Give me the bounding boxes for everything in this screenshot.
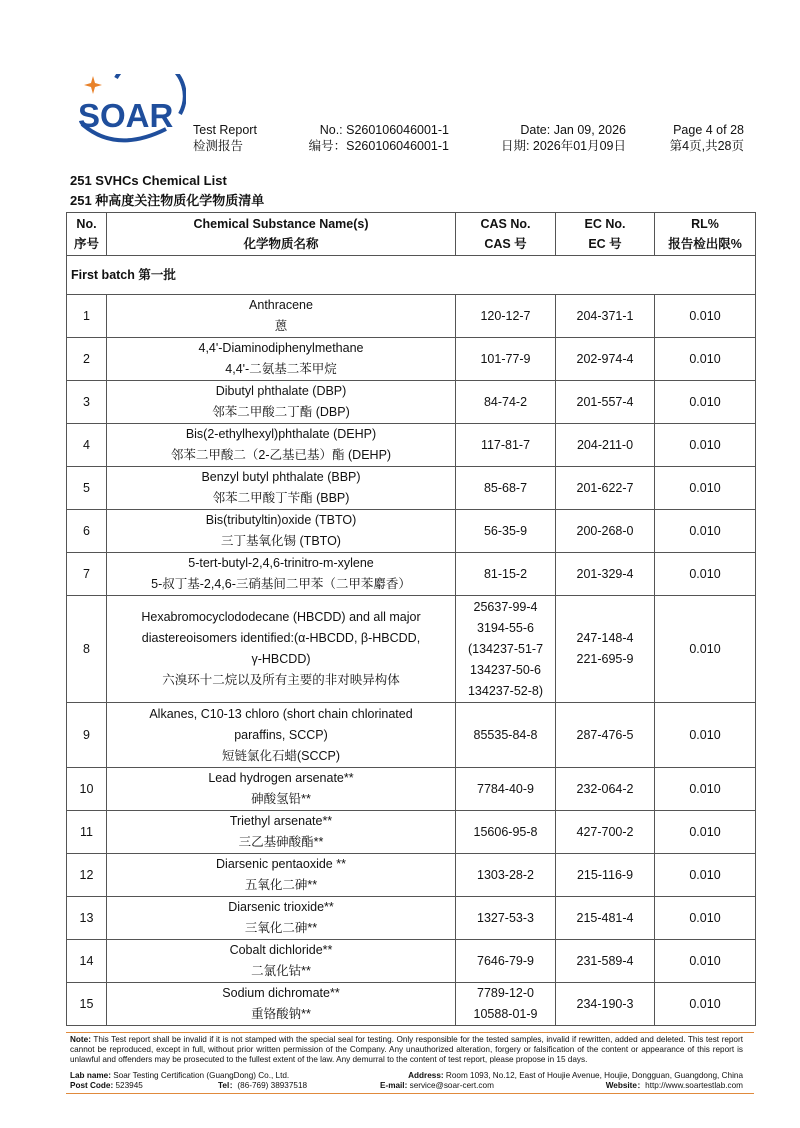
cas-number-line: 85-68-7 bbox=[483, 480, 528, 495]
row-number: 4 bbox=[67, 424, 107, 467]
list-title-en: 251 SVHCs Chemical List bbox=[70, 173, 227, 188]
report-date: Date: Jan 09, 2026 日期: 2026年01月09日 bbox=[500, 123, 626, 153]
row-number: 13 bbox=[67, 897, 107, 940]
table-row bbox=[67, 553, 756, 596]
ec-number bbox=[556, 295, 655, 338]
row-number: 3 bbox=[67, 381, 107, 424]
substance-name-line: Hexabromocyclododecane (HBCDD) and all major bbox=[141, 610, 421, 624]
row-number: 1 bbox=[67, 295, 107, 338]
footer-divider-bottom bbox=[66, 1093, 754, 1094]
address: Address: Room 1093, No.12, East of Houjie Avenue, Houjie, Dongguan, Guangdong, China bbox=[408, 1071, 743, 1080]
substance-name-line: 5-叔丁基-2,4,6-三硝基间二甲苯（二甲苯麝香） bbox=[151, 577, 411, 591]
ec-number-line: 232-064-2 bbox=[576, 781, 634, 796]
ec-number bbox=[556, 983, 655, 1026]
substance-name bbox=[107, 467, 456, 510]
row-number: 12 bbox=[67, 854, 107, 897]
cas-number-line: 134237-52-8) bbox=[467, 683, 544, 698]
reporting-limit: 0.010 bbox=[655, 295, 756, 338]
header-text: No. bbox=[76, 217, 97, 231]
substance-name bbox=[107, 553, 456, 596]
header-text: CAS No. bbox=[480, 217, 531, 231]
cas-number-line: 56-35-9 bbox=[483, 523, 528, 538]
header-text: EC 号 bbox=[588, 237, 622, 251]
substance-name-line: paraffins, SCCP) bbox=[234, 727, 328, 742]
row-number: 11 bbox=[67, 811, 107, 854]
substance-name-line: Benzyl butyl phthalate (BBP) bbox=[201, 470, 361, 484]
column-header bbox=[67, 213, 107, 256]
substance-name-line: 三丁基氧化锡 (TBTO) bbox=[221, 534, 341, 548]
substance-name-line: 二氯化钴** bbox=[251, 964, 311, 978]
header-text: EC No. bbox=[584, 217, 626, 231]
footer-note: Note: This Test report shall be invalid if it is not stamped with the special seal for testing. Only responsible for the tested samples, invalid if rewritten, added and deleted. This test report cannot be reproduced, except in full, without prior written permission of the Company. Any unauthorized alteration, forgery or falsification of the content or appearance of this report is unlawful and offenders may be prosecuted to the fullest extent of the law. Any demurral to the content of test report, please propose in 15 days. bbox=[70, 1035, 743, 1064]
row-number: 8 bbox=[67, 596, 107, 703]
substance-name bbox=[107, 940, 456, 983]
substance-name-line: Lead hydrogen arsenate** bbox=[208, 771, 354, 785]
cas-number bbox=[456, 596, 556, 703]
footer-contact bbox=[70, 1071, 743, 1091]
cas-number bbox=[456, 338, 556, 381]
cas-number bbox=[456, 940, 556, 983]
cas-number-line: 7784-40-9 bbox=[477, 781, 534, 796]
reporting-limit: 0.010 bbox=[655, 768, 756, 811]
substance-name bbox=[107, 768, 456, 811]
report-number: No.: S260106046001-1 编号：S260106046001-1 bbox=[308, 123, 449, 153]
ec-number-line: 287-476-5 bbox=[576, 727, 634, 742]
batch-row bbox=[67, 256, 756, 295]
table-row bbox=[67, 510, 756, 553]
ec-number bbox=[556, 338, 655, 381]
substance-name-line: Dibutyl phthalate (DBP) bbox=[215, 384, 347, 398]
substance-name-line: Bis(tributyltin)oxide (TBTO) bbox=[205, 513, 357, 527]
cas-number bbox=[456, 983, 556, 1026]
ec-number bbox=[556, 940, 655, 983]
email: E-mail: service@soar-cert.com bbox=[380, 1081, 494, 1090]
reporting-limit: 0.010 bbox=[655, 897, 756, 940]
ec-number-line: 202-974-4 bbox=[576, 351, 634, 366]
substance-name-line: 六溴环十二烷以及所有主要的非对映异构体 bbox=[162, 673, 400, 687]
cas-number-line: 117-81-7 bbox=[480, 437, 531, 452]
ec-number bbox=[556, 381, 655, 424]
substance-name-line: 邻苯二甲酸二丁酯 (DBP) bbox=[212, 405, 350, 419]
table-row bbox=[67, 940, 756, 983]
substance-name-line: Triethyl arsenate** bbox=[229, 814, 333, 828]
cas-number-line: 120-12-7 bbox=[480, 308, 531, 323]
substance-name-line: diastereoisomers identified:(α-HBCDD, β-HBCDD, bbox=[141, 631, 421, 645]
ec-number-line: 204-211-0 bbox=[576, 437, 634, 452]
column-header bbox=[655, 213, 756, 256]
substance-name-line: Sodium dichromate** bbox=[222, 986, 340, 1000]
table-row bbox=[67, 295, 756, 338]
cas-number bbox=[456, 897, 556, 940]
substance-name-line: 三氧化二砷** bbox=[244, 921, 318, 935]
ec-number-line: 231-589-4 bbox=[576, 953, 634, 968]
svg-text:SOAR: SOAR bbox=[78, 97, 174, 134]
cas-number bbox=[456, 811, 556, 854]
column-header bbox=[556, 213, 655, 256]
batch-label: First batch 第一批 bbox=[67, 256, 756, 295]
soar-logo bbox=[76, 74, 186, 144]
reporting-limit: 0.010 bbox=[655, 553, 756, 596]
table-row bbox=[67, 338, 756, 381]
substance-name-line: 重铬酸钠** bbox=[251, 1007, 311, 1021]
ec-number-line: 234-190-3 bbox=[576, 996, 634, 1011]
ec-number-line: 247-148-4 bbox=[576, 631, 634, 645]
cas-number-line: (134237-51-7 bbox=[467, 641, 544, 656]
cas-number bbox=[456, 424, 556, 467]
substance-name-line: Diarsenic pentaoxide ** bbox=[216, 857, 346, 871]
substance-name bbox=[107, 424, 456, 467]
row-number: 7 bbox=[67, 553, 107, 596]
header-text: 报告检出限% bbox=[668, 237, 742, 251]
ec-number bbox=[556, 467, 655, 510]
cas-number bbox=[456, 295, 556, 338]
column-header bbox=[456, 213, 556, 256]
reporting-limit: 0.010 bbox=[655, 338, 756, 381]
ec-number-line: 427-700-2 bbox=[576, 824, 634, 839]
cas-number-line: 15606-95-8 bbox=[473, 824, 538, 839]
row-number: 9 bbox=[67, 703, 107, 768]
cas-number-line: 7646-79-9 bbox=[477, 953, 534, 968]
cas-number-line: 85535-84-8 bbox=[473, 727, 538, 742]
substance-name-line: 4,4'-二氨基二苯甲烷 bbox=[225, 362, 337, 376]
substance-name-line: 短链氯化石蜡(SCCP) bbox=[221, 748, 341, 763]
substance-name-line: Alkanes, C10-13 chloro (short chain chlorinated bbox=[149, 706, 413, 721]
lab-name: Lab name: Soar Testing Certification (GuangDong) Co., Ltd. bbox=[70, 1071, 290, 1080]
ec-number-line: 221-695-9 bbox=[576, 652, 634, 666]
header-row bbox=[67, 213, 756, 256]
cas-number-line: 134237-50-6 bbox=[470, 662, 541, 677]
ec-number bbox=[556, 897, 655, 940]
reporting-limit: 0.010 bbox=[655, 467, 756, 510]
ec-number-line: 201-622-7 bbox=[576, 480, 634, 495]
substance-name bbox=[107, 510, 456, 553]
column-header bbox=[107, 213, 456, 256]
telephone: Tel：(86-769) 38937518 bbox=[218, 1081, 308, 1090]
substance-name bbox=[107, 703, 456, 768]
substance-name-line: Bis(2-ethylhexyl)phthalate (DEHP) bbox=[185, 427, 377, 441]
ec-number bbox=[556, 424, 655, 467]
substance-name-line: 5-tert-butyl-2,4,6-trinitro-m-xylene bbox=[188, 556, 374, 570]
reporting-limit: 0.010 bbox=[655, 703, 756, 768]
reporting-limit: 0.010 bbox=[655, 811, 756, 854]
reporting-limit: 0.010 bbox=[655, 510, 756, 553]
header-text: CAS 号 bbox=[484, 237, 527, 251]
cas-number-line: 25637-99-4 bbox=[473, 599, 538, 614]
substance-name bbox=[107, 897, 456, 940]
cas-number-line: 1327-53-3 bbox=[477, 910, 534, 925]
cas-number-line: 7789-12-0 bbox=[477, 986, 534, 1000]
substance-name bbox=[107, 381, 456, 424]
cas-number bbox=[456, 768, 556, 811]
cas-number bbox=[456, 553, 556, 596]
reporting-limit: 0.010 bbox=[655, 940, 756, 983]
ec-number-line: 201-329-4 bbox=[576, 566, 634, 581]
ec-number bbox=[556, 703, 655, 768]
substance-name-line: 砷酸氢铅** bbox=[251, 792, 311, 806]
ec-number bbox=[556, 596, 655, 703]
substance-name-line: Diarsenic trioxide** bbox=[228, 900, 334, 914]
ec-number-line: 215-481-4 bbox=[576, 910, 634, 925]
ec-number bbox=[556, 510, 655, 553]
substance-name-line: 邻苯二甲酸丁苄酯 (BBP) bbox=[212, 491, 350, 505]
cas-number bbox=[456, 703, 556, 768]
substance-name bbox=[107, 338, 456, 381]
header-text: 化学物质名称 bbox=[243, 237, 319, 251]
reporting-limit: 0.010 bbox=[655, 983, 756, 1026]
substance-name-line: 蒽 bbox=[274, 319, 288, 333]
substance-name-line: 三乙基砷酸酯** bbox=[238, 835, 324, 849]
substance-name-line: 五氧化二砷** bbox=[244, 878, 318, 892]
row-number: 6 bbox=[67, 510, 107, 553]
ec-number bbox=[556, 768, 655, 811]
cas-number-line: 3194-55-6 bbox=[477, 620, 534, 635]
table-row bbox=[67, 983, 756, 1026]
cas-number bbox=[456, 510, 556, 553]
substance-name-line: γ-HBCDD) bbox=[251, 652, 311, 666]
ec-number-line: 200-268-0 bbox=[576, 523, 634, 538]
row-number: 15 bbox=[67, 983, 107, 1026]
reporting-limit: 0.010 bbox=[655, 381, 756, 424]
cas-number bbox=[456, 467, 556, 510]
substance-name-line: Cobalt dichloride** bbox=[229, 943, 333, 957]
ec-number bbox=[556, 553, 655, 596]
cas-number bbox=[456, 854, 556, 897]
row-number: 10 bbox=[67, 768, 107, 811]
ec-number bbox=[556, 854, 655, 897]
cas-number-line: 84-74-2 bbox=[483, 394, 528, 409]
substance-name bbox=[107, 295, 456, 338]
table-row bbox=[67, 811, 756, 854]
table-row bbox=[67, 467, 756, 510]
substance-name-line: 4,4'-Diaminodiphenylmethane bbox=[198, 341, 364, 355]
substance-name bbox=[107, 983, 456, 1026]
header-text: 序号 bbox=[73, 237, 99, 251]
post-code: Post Code: 523945 bbox=[70, 1081, 143, 1090]
reporting-limit: 0.010 bbox=[655, 854, 756, 897]
ec-number-line: 204-371-1 bbox=[576, 308, 634, 323]
reporting-limit: 0.010 bbox=[655, 424, 756, 467]
footer-divider bbox=[66, 1032, 754, 1033]
cas-number-line: 1303-28-2 bbox=[477, 867, 534, 882]
cas-number-line: 81-15-2 bbox=[483, 566, 528, 581]
header-text: Chemical Substance Name(s) bbox=[193, 217, 369, 231]
ec-number-line: 201-557-4 bbox=[576, 394, 634, 409]
cas-number-line: 10588-01-9 bbox=[473, 1007, 538, 1021]
table-row bbox=[67, 703, 756, 768]
cas-number-line: 101-77-9 bbox=[480, 351, 531, 366]
website: Website：http://www.soartestlab.com bbox=[605, 1081, 743, 1090]
cas-number bbox=[456, 381, 556, 424]
list-title-cn: 251 种高度关注物质化学物质清单 bbox=[70, 193, 265, 208]
table-row bbox=[67, 596, 756, 703]
table-row bbox=[67, 854, 756, 897]
row-number: 2 bbox=[67, 338, 107, 381]
ec-number bbox=[556, 811, 655, 854]
reporting-limit: 0.010 bbox=[655, 596, 756, 703]
svhc-table bbox=[66, 212, 756, 1026]
substance-name bbox=[107, 596, 456, 703]
substance-name-line: 邻苯二甲酸二（2-乙基已基）酯 (DEHP) bbox=[170, 448, 392, 462]
page-number: Page 4 of 28 第4页,共28页 bbox=[669, 123, 744, 153]
substance-name bbox=[107, 854, 456, 897]
table-row bbox=[67, 424, 756, 467]
report-title: Test Report 检测报告 bbox=[193, 123, 257, 153]
substance-name-line: Anthracene bbox=[249, 298, 313, 312]
row-number: 5 bbox=[67, 467, 107, 510]
header-text: RL% bbox=[691, 217, 719, 231]
table-row bbox=[67, 768, 756, 811]
ec-number-line: 215-116-9 bbox=[576, 867, 634, 882]
table-row bbox=[67, 897, 756, 940]
substance-name bbox=[107, 811, 456, 854]
table-row bbox=[67, 381, 756, 424]
row-number: 14 bbox=[67, 940, 107, 983]
